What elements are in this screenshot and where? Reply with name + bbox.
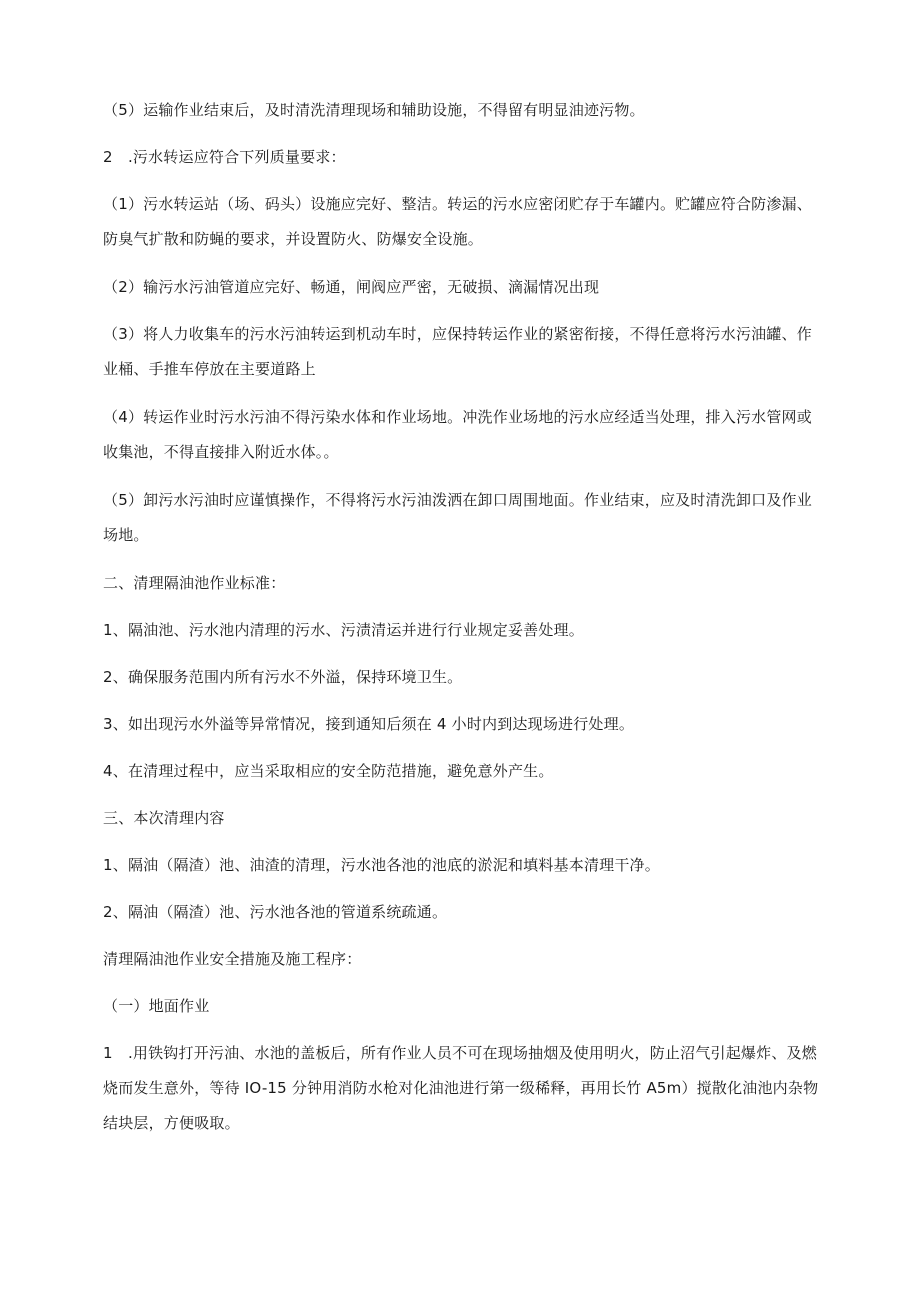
list-item-standard-1: 1、隔油池、污水池内清理的污水、污渍清运并进行行业规定妥善处理。	[103, 621, 584, 639]
paragraph-transfer-station-facilities: （1）污水转运站（场、码头）设施应完好、整洁。转运的污水应密闭贮存于车罐内。贮罐应符合防渗漏、防臭气扩散和防蝇的要求，并设置防火、防爆安全设施。	[103, 195, 812, 248]
paragraph-unloading-operation: （5）卸污水污油时应谨慎操作，不得将污水污油泼洒在卸口周围地面。作业结束，应及时清洗卸口及作业场地。	[103, 491, 812, 544]
paragraph-transfer-pollution: （4）转运作业时污水污油不得污染水体和作业场地。冲洗作业场地的污水应经适当处理，排入污水管网或收集池，不得直接排入附近水体。。	[103, 408, 812, 461]
paragraph-ground-work-step-1: 1 .用铁钩打开污油、水池的盖板后，所有作业人员不可在现场抽烟及使用明火，防止沼气引起爆炸、及燃烧而发生意外，等待 IO-15 分钟用消防水枪对化油池进行第一级稀释，再用长竹 A5m）搅散化油池内杂物结块层，方便吸取。	[103, 1044, 819, 1132]
heading-ground-work: （一）地面作业	[103, 997, 210, 1015]
heading-grease-trap-standards: 二、清理隔油池作业标准：	[103, 574, 286, 592]
list-item-standard-4: 4、在清理过程中，应当采取相应的安全防范措施，避免意外产生。	[103, 762, 554, 780]
heading-safety-measures: 清理隔油池作业安全措施及施工程序：	[103, 950, 362, 968]
paragraph-transport-end-cleanup: （5）运输作业结束后，及时清洗清理现场和辅助设施，不得留有明显油迹污物。	[103, 101, 645, 119]
list-item-standard-3: 3、如出现污水外溢等异常情况，接到通知后须在 4 小时内到达现场进行处理。	[103, 715, 635, 733]
heading-cleaning-content: 三、本次清理内容	[103, 809, 225, 827]
paragraph-manual-cart-transfer: （3）将人力收集车的污水污油转运到机动车时，应保持转运作业的紧密衔接，不得任意将污水污油罐、作业桶、手推车停放在主要道路上	[103, 325, 812, 378]
paragraph-sewage-transfer-requirements: 2 .污水转运应符合下列质量要求：	[103, 148, 346, 166]
paragraph-pipeline-condition: （2）输污水污油管道应完好、畅通，闸阀应严密，无破损、滴漏情况出现	[103, 278, 600, 296]
list-item-content-2: 2、隔油（隔渣）池、污水池各池的管道系统疏通。	[103, 903, 448, 921]
list-item-content-1: 1、隔油（隔渣）池、油渣的清理，污水池各池的池底的淤泥和填料基本清理干净。	[103, 856, 660, 874]
list-item-standard-2: 2、确保服务范围内所有污水不外溢，保持环境卫生。	[103, 668, 463, 686]
